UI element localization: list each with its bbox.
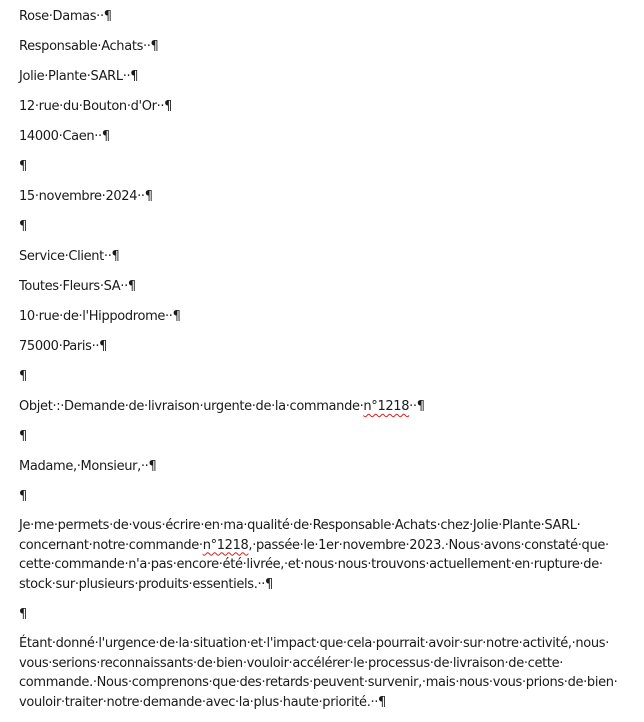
- recipient-service[interactable]: Service·Client··¶: [19, 249, 120, 264]
- subject-line[interactable]: [19, 397, 425, 416]
- paragraph-line: cette·commande·n'a·pas·encore·été·livrée,·et·nous·nous·trouvons·actuellement·en·rupture·de·: [19, 557, 603, 572]
- sender-street[interactable]: 12·rue·du·Bouton·d'Or··¶: [19, 99, 173, 114]
- letter-date[interactable]: 15·novembre·2024··¶: [19, 189, 153, 204]
- blank-line[interactable]: ¶: [19, 607, 27, 622]
- paragraph-line: [19, 536, 631, 556]
- paragraph-line: commande.·Nous·comprenons·que·des·retards·peuvent·survenir,·mais·nous·vous·prions·de·bien·: [19, 675, 618, 690]
- subject-text: Objet·:·Demande·de·livraison·urgente·de·la·commande·: [19, 399, 364, 414]
- paragraph-line: vous·serions·reconnaissants·de·bien·vouloir·accélérer·le·processus·de·livraison·de·cette·: [19, 655, 564, 671]
- sender-city[interactable]: 14000·Caen··¶: [19, 129, 110, 144]
- paragraph-order-ref: n°1218: [202, 537, 249, 553]
- paragraph-text: ,·passée·le·1er·novembre·2023.·Nous·avons·constaté·que·: [248, 537, 609, 553]
- sender-name[interactable]: Rose·Damas··¶: [19, 9, 112, 24]
- subject-end-mark: ··¶: [409, 399, 425, 414]
- blank-line[interactable]: ¶: [19, 219, 27, 234]
- body-paragraph-1[interactable]: [19, 516, 631, 594]
- paragraph-text: concernant·notre·commande·: [19, 537, 203, 553]
- body-paragraph-2[interactable]: [19, 634, 631, 712]
- recipient-city[interactable]: 75000·Paris··¶: [19, 339, 108, 354]
- sender-title[interactable]: Responsable·Achats··¶: [19, 39, 159, 54]
- paragraph-line: Étant·donné·l'urgence·de·la·situation·et·l'impact·que·cela·pourrait·avoir·sur·notre·activité,·nous·: [19, 636, 610, 651]
- blank-line[interactable]: ¶: [19, 369, 27, 384]
- paragraph-line: vouloir·traiter·notre·demande·avec·la·plus·haute·priorité.··¶: [19, 694, 386, 710]
- salutation[interactable]: Madame,·Monsieur,··¶: [19, 459, 157, 474]
- subject-order-ref: n°1218: [363, 399, 410, 414]
- sender-company[interactable]: Jolie·Plante·SARL··¶: [19, 69, 139, 84]
- recipient-company[interactable]: Toutes·Fleurs·SA··¶: [19, 279, 136, 294]
- blank-line[interactable]: ¶: [19, 489, 27, 504]
- recipient-street[interactable]: 10·rue·de·l'Hippodrome··¶: [19, 309, 181, 324]
- paragraph-line: stock·sur·plusieurs·produits·essentiels.··¶: [19, 576, 273, 592]
- paragraph-line: Je·me·permets·de·vous·écrire·en·ma·qualité·de·Responsable·Achats·chez·Jolie·Plante·SARL·: [19, 518, 581, 533]
- blank-line[interactable]: ¶: [19, 429, 27, 444]
- blank-line[interactable]: ¶: [19, 159, 27, 174]
